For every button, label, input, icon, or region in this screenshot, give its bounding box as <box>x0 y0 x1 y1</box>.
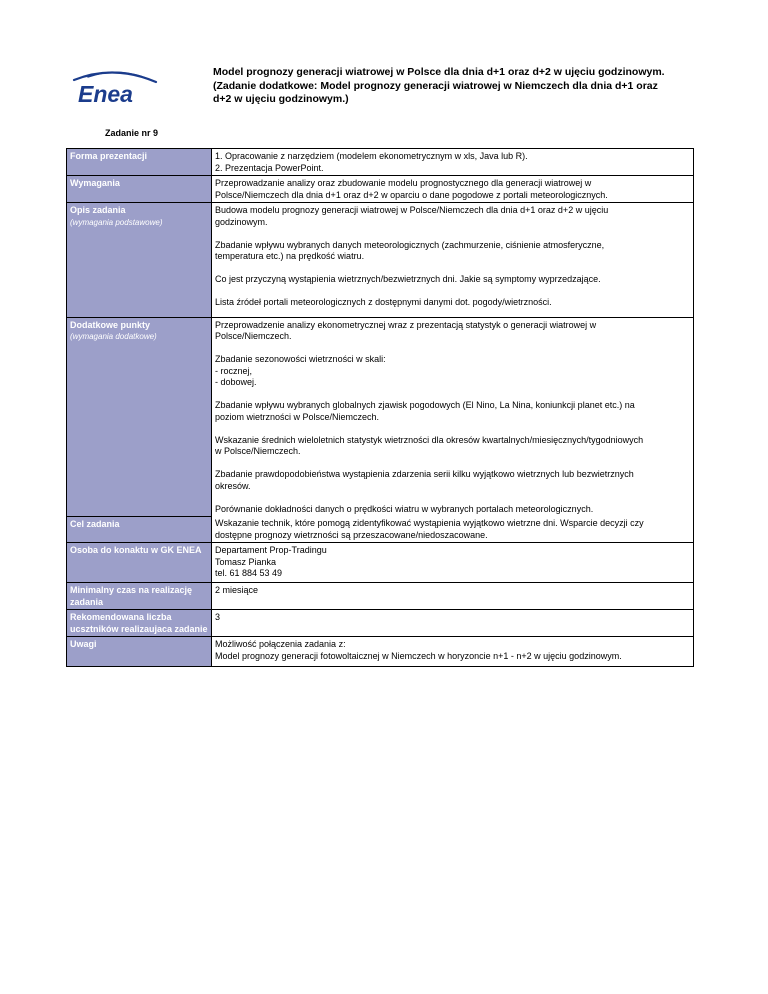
row-value: Przeprowadzenie analizy ekonometrycznej wraz z prezentacją statystyk o generacji wiatrowej w Polsce/Niemczech. Zbadanie sezonowości wietrzności w skali: - rocznej, - dobowej. Zbadanie wpływu wybranych globalnych zjawisk pogodowych (El Nino, La Nina, koniunkcji planet etc.) na poziom wietrzności w Polsce/Niemczech. Wskazanie średnich wieloletnich statystyk wietrzności dla okresów kwartalnych/miesięcznych/tygodniowych w Polsce/Niemczech. Zbadanie prawdopodobieństwa wystąpienia zdarzenia serii kilku wyjątkowo wietrznych lub bezwietrznych okresów. Porównanie dokładności danych o prędkości wiatru w wybranych portalach meteorologicznych. <box>212 317 694 516</box>
row-label: Uwagi <box>67 637 212 667</box>
row-wymagania <box>67 176 694 203</box>
row-label: Wymagania <box>67 176 212 203</box>
row-value: 2 miesiące <box>212 583 694 610</box>
row-minimalny-czas <box>67 583 694 610</box>
row-label: Opis zadania (wymagania podstawowe) <box>67 203 212 318</box>
row-label: Rekomendowana liczba ucsztników realizaujaca zadanie <box>67 610 212 637</box>
row-value: Wskazanie technik, które pomogą zidentyfikować wystąpienia wyjątkowo wietrzne dni. Wsparcie decyzji czy dostępne prognozy wietrzności są przeszacowane/niedoszacowane. <box>212 516 694 543</box>
task-spec-table <box>66 148 694 667</box>
row-label: Forma prezentacji <box>67 149 212 176</box>
row-dodatkowe-punkty <box>67 317 694 516</box>
enea-logo-mark <box>64 68 164 108</box>
row-value: 1. Opracowanie z narzędziem (modelem ekonometrycznym w xls, Java lub R). 2. Prezentacja PowerPoint. <box>212 149 694 176</box>
row-cel-zadania <box>67 516 694 543</box>
row-value: Budowa modelu prognozy generacji wiatrowej w Polsce/Niemczech dla dnia d+1 oraz d+2 w ujęciu godzinowym. Zbadanie wpływu wybranych danych meteorologicznych (zachmurzenie, ciśnienie atmosferyczne, temperatura etc.) na prędkość wiatru. Co jest przyczyną wystąpienia wietrznych/bezwietrznych dni. Jakie są symptomy wyprzedzające. Lista źródeł portali meteorologicznych z dostępnymi danymi dot. pogody/wietrzności. <box>212 203 694 318</box>
row-label: Minimalny czas na realizację zadania <box>67 583 212 610</box>
row-label: Dodatkowe punkty (wymagania dodatkowe) <box>67 317 212 516</box>
task-number: Zadanie nr 9 <box>105 128 159 138</box>
enea-logo <box>64 68 164 108</box>
row-value: Przeprowadzanie analizy oraz zbudowanie modelu prognostycznego dla generacji wiatrowej w Polsce/Niemczech dla dnia d+1 oraz d+2 w oparciu o dane pogodowe z portali meteorologicznych. <box>212 176 694 203</box>
row-forma-prezentacji <box>67 149 694 176</box>
row-rekomendowana-liczba <box>67 610 694 637</box>
title-line: Model prognozy generacji wiatrowej w Polsce dla dnia d+1 oraz d+2 w ujęciu godzinowym. <box>213 66 665 78</box>
title-line: (Zadanie dodatkowe: Model prognozy generacji wiatrowej w Niemczech dla dnia d+1 oraz <box>213 79 658 92</box>
row-value: Możliwość połączenia zadania z: Model prognozy generacji fotowoltaicznej w Niemczech w horyzoncie n+1 - n+2 w ujęciu godzinowym. <box>212 637 694 667</box>
row-value: Departament Prop-Tradingu Tomasz Pianka tel. 61 884 53 49 <box>212 543 694 583</box>
row-label: Osoba do konaktu w GK ENEA <box>67 543 212 583</box>
row-label: Cel zadania <box>67 516 212 543</box>
row-uwagi <box>67 637 694 667</box>
row-value: 3 <box>212 610 694 637</box>
document-title <box>213 66 693 107</box>
row-osoba-kontakt <box>67 543 694 583</box>
row-sublabel: (wymagania podstawowe) <box>70 217 163 227</box>
row-opis-zadania <box>67 203 694 318</box>
title-line: d+2 w ujęciu godzinowym.) <box>213 93 349 105</box>
svg-text:Enea: Enea <box>78 81 133 107</box>
row-sublabel: (wymagania dodatkowe) <box>70 332 157 341</box>
